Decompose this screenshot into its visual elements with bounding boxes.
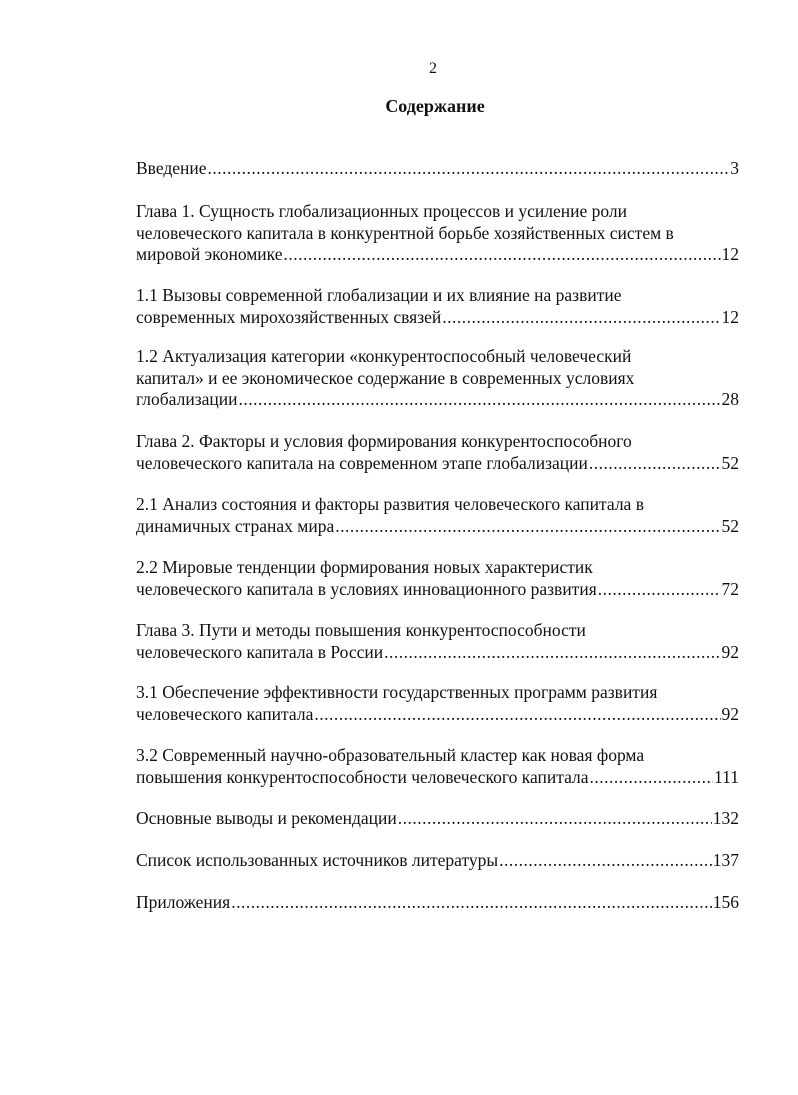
toc-entry-text: современных мирохозяйственных связей [136, 306, 442, 327]
toc-entry-text: Список использованных источников литературы [136, 850, 499, 870]
toc-entry [136, 682, 739, 725]
dot-leader [598, 579, 721, 601]
toc-entry [136, 158, 739, 180]
dot-leader [499, 850, 712, 872]
toc-entry-text: человеческого капитала в России [136, 641, 384, 662]
toc-page-number: 72 [721, 578, 739, 599]
toc-entry-text: человеческого капитала в конкурентной борьбе хозяйственных систем в [136, 222, 674, 243]
dot-leader [335, 516, 720, 538]
toc-page-number: 3 [730, 158, 739, 178]
dot-leader [384, 642, 720, 664]
dot-leader [590, 767, 714, 789]
toc-entry-text: глобализации [136, 389, 238, 409]
toc-page-number: 111 [714, 766, 739, 787]
toc-page-number: 156 [712, 892, 739, 912]
toc-entry-text: 2.2 Мировые тенденции формирования новых характеристик [136, 557, 593, 577]
toc-entry [136, 850, 739, 872]
toc-page-number: 28 [721, 389, 739, 409]
toc-page-number: 52 [721, 515, 739, 536]
toc-page-number: 132 [712, 808, 739, 828]
toc-entry-text: 1.2 Актуализация категории «конкурентоспособный человеческий [136, 346, 632, 366]
toc-page-number: 92 [721, 641, 739, 662]
toc-entry-text: 3.1 Обеспечение эффективности государственных программ развития [136, 682, 658, 702]
dot-leader [238, 389, 720, 411]
dot-leader [208, 158, 730, 180]
toc-page-number: 12 [721, 244, 739, 264]
toc-entry-text: Основные выводы и рекомендации [136, 808, 397, 828]
dot-leader [314, 704, 720, 726]
toc-entry-text: Глава 1. Сущность глобализационных процессов и усиление роли [136, 201, 627, 221]
toc-entry [136, 557, 739, 600]
toc-entry-text: мировой экономике [136, 244, 283, 264]
toc-entry-text: человеческого капитала [136, 703, 314, 724]
toc-entry [136, 494, 739, 537]
toc-page-number: 12 [721, 306, 739, 327]
dot-leader [231, 892, 712, 914]
toc-entry-text: 2.1 Анализ состояния и факторы развития человеческого капитала в [136, 494, 644, 514]
toc-entry-text: 3.2 Современный научно-образовательный кластер как новая форма [136, 745, 645, 765]
toc-entry [136, 808, 739, 830]
toc-entry [136, 346, 739, 411]
toc-entry-text: Введение [136, 158, 207, 178]
toc-entry-text: человеческого капитала в условиях инновационного развития [136, 578, 597, 599]
toc-entry [136, 285, 739, 328]
dot-leader [284, 244, 721, 266]
page-number: 2 [429, 60, 437, 77]
toc-entry-text: Глава 2. Факторы и условия формирования конкурентоспособного [136, 431, 632, 451]
dot-leader [589, 453, 721, 475]
toc-title: Содержание [385, 96, 485, 116]
toc-page-number: 137 [712, 850, 739, 870]
toc-entry-text: Глава 3. Пути и методы повышения конкурентоспособности [136, 620, 586, 640]
toc-entry-text: повышения конкурентоспособности человеческого капитала [136, 766, 589, 787]
toc-entry-text: капитал» и ее экономическое содержание в современных условиях [136, 367, 635, 388]
toc-entry-text: динамичных странах мира [136, 515, 335, 536]
toc-entry [136, 620, 739, 663]
toc-entry-text: Приложения [136, 892, 231, 912]
toc-entry [136, 201, 739, 266]
toc-entry [136, 431, 739, 474]
toc-page-number: 52 [721, 452, 739, 473]
toc-entry [136, 892, 739, 914]
toc-entry [136, 745, 739, 788]
dot-leader [442, 307, 720, 329]
toc-entry-text: 1.1 Вызовы современной глобализации и их влияние на развитие [136, 285, 622, 305]
toc-entry-text: человеческого капитала на современном этапе глобализации [136, 452, 588, 473]
dot-leader [398, 808, 712, 830]
toc-page-number: 92 [721, 703, 739, 724]
